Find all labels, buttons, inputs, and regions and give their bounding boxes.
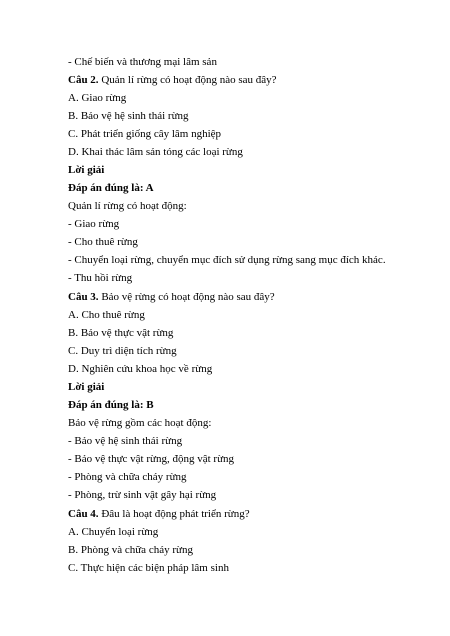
option-a: A. Cho thuê rừng	[68, 309, 145, 321]
question-4	[68, 507, 250, 521]
explanation-intro: Bảo vệ rừng gồm các hoạt động:	[68, 417, 212, 429]
explanation-item: - Chuyển loại rừng, chuyển mục đích sử dụng rừng sang mục đích khác.	[68, 254, 386, 266]
question-text: Quản lí rừng có hoạt động nào sau đây?	[98, 74, 277, 86]
explanation-item: - Cho thuê rừng	[68, 236, 138, 248]
question-label: Câu 2.	[68, 74, 99, 86]
option-b: B. Bảo vệ hệ sinh thái rừng	[68, 110, 189, 122]
option-d: D. Nghiên cứu khoa học về rừng	[68, 363, 213, 375]
question-2	[68, 73, 277, 87]
explanation-item: - Bảo vệ hệ sinh thái rừng	[68, 435, 183, 447]
option-b: B. Phòng và chữa cháy rừng	[68, 544, 193, 556]
option-d: D. Khai thác lâm sản tóng các loại rừng	[68, 146, 243, 158]
explanation-item: - Bảo vệ thực vật rừng, động vật rừng	[68, 453, 235, 465]
question-label: Câu 3.	[68, 291, 99, 303]
explanation-item: - Phòng, trừ sinh vật gây hại rừng	[68, 489, 217, 501]
option-a: A. Giao rừng	[68, 92, 127, 104]
option-c: C. Phát triển giống cây lâm nghiệp	[68, 128, 222, 140]
question-3	[68, 290, 275, 304]
correct-answer: Đáp án đúng là: B	[68, 399, 154, 411]
option-c: C. Duy trì diện tích rừng	[68, 345, 177, 357]
question-text: Bảo vệ rừng có hoạt động nào sau đây?	[98, 291, 275, 303]
explanation-item: - Thu hồi rừng	[68, 272, 133, 284]
explanation-item: - Phòng và chữa cháy rừng	[68, 471, 187, 483]
option-a: A. Chuyển loại rừng	[68, 526, 159, 538]
explanation-intro: Quản lí rừng có hoạt động:	[68, 200, 187, 212]
solution-heading: Lời giải	[68, 164, 105, 176]
question-label: Câu 4.	[68, 508, 99, 520]
option-b: B. Bảo vệ thực vật rừng	[68, 327, 174, 339]
correct-answer: Đáp án đúng là: A	[68, 182, 154, 194]
solution-heading: Lời giải	[68, 381, 105, 393]
question-text: Đâu là hoạt động phát triển rừng?	[98, 508, 250, 520]
explanation-item: - Giao rừng	[68, 218, 120, 230]
option-c: C. Thực hiện các biện pháp lâm sinh	[68, 562, 229, 574]
text-line: - Chế biến và thương mại lâm sản	[68, 56, 217, 68]
